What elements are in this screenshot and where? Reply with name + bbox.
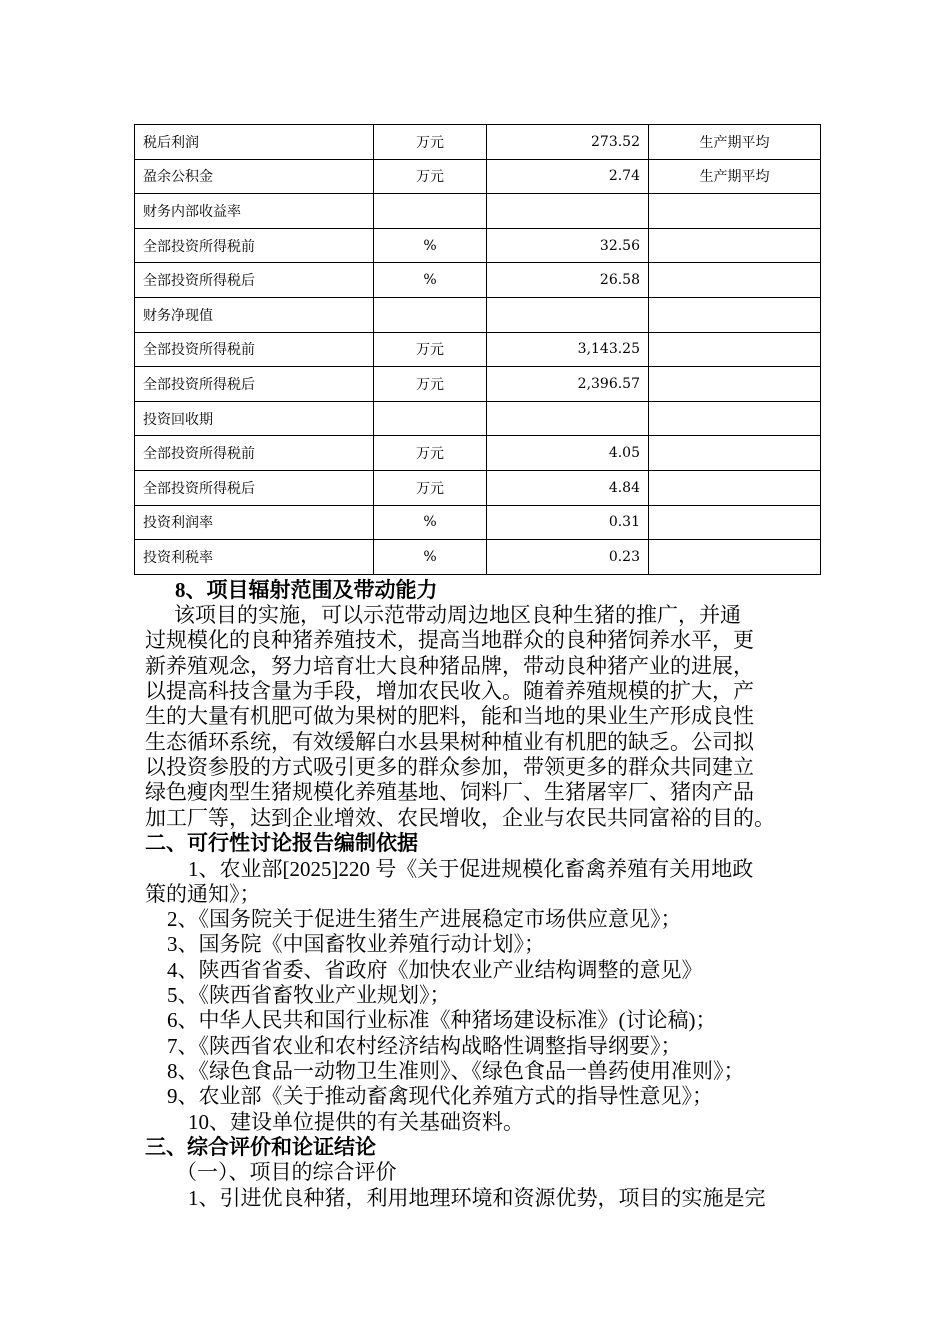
financial-indicator-table [134, 124, 821, 575]
note-cell: 生产期平均 [649, 159, 821, 194]
indicator-name-cell: 投资利税率 [135, 540, 374, 575]
value-cell [487, 297, 649, 332]
unit-cell: 万元 [374, 332, 487, 367]
note-cell [649, 540, 821, 575]
unit-cell [374, 401, 487, 436]
unit-cell [374, 194, 487, 229]
reference-item: 6、中华人民共和国行业标准《种猪场建设标准》(讨论稿)； [167, 1008, 717, 1032]
unit-cell [374, 297, 487, 332]
table-row [135, 194, 821, 229]
paragraph-line: 生态循环系统，有效缓解白水县果树种植业有机肥的缺乏。公司拟 [145, 730, 754, 754]
section-8-heading: 8、项目辐射范围及带动能力 [175, 578, 438, 602]
paragraph-line: 以投资参股的方式吸引更多的群众参加，带领更多的群众共同建立 [145, 755, 754, 779]
reference-item: 4、陕西省省委、省政府《加快农业产业结构调整的意见》 [167, 958, 703, 982]
indicator-name-cell: 财务内部收益率 [135, 194, 374, 229]
reference-item: 2、《国务院关于促进生猪生产进展稳定市场供应意见》； [167, 907, 682, 931]
paragraph-line: 加工厂等，达到企业增效、农民增收，企业与农民共同富裕的目的。 [145, 806, 775, 830]
table-row [135, 263, 821, 298]
reference-item: 7、《陕西省农业和农村经济结构战略性调整指导纲要》； [167, 1034, 682, 1058]
unit-cell: 万元 [374, 367, 487, 402]
section-3-heading: 三、综合评价和论证结论 [145, 1135, 376, 1159]
indicator-name-cell: 财务净现值 [135, 297, 374, 332]
table-row [135, 228, 821, 263]
reference-item: 1、农业部[2025]220 号《关于促进规模化畜禽养殖有关用地政 [188, 857, 754, 881]
note-cell [649, 505, 821, 540]
indicator-name-cell: 全部投资所得税前 [135, 436, 374, 471]
note-cell [649, 263, 821, 298]
indicator-name-cell: 全部投资所得税后 [135, 263, 374, 298]
reference-item: 5、《陕西省畜牧业产业规划》； [167, 983, 451, 1007]
note-cell [649, 194, 821, 229]
unit-cell: % [374, 263, 487, 298]
indicator-name-cell: 税后利润 [135, 125, 374, 160]
table-row [135, 367, 821, 402]
value-cell: 32.56 [487, 228, 649, 263]
value-cell [487, 194, 649, 229]
table-row [135, 332, 821, 367]
table-row [135, 505, 821, 540]
indicator-name-cell: 盈余公积金 [135, 159, 374, 194]
table-row [135, 401, 821, 436]
note-cell [649, 228, 821, 263]
table-row [135, 540, 821, 575]
value-cell: 4.84 [487, 470, 649, 505]
unit-cell: 万元 [374, 436, 487, 471]
value-cell: 3,143.25 [487, 332, 649, 367]
reference-item: 3、国务院《中国畜牧业养殖行动计划》； [167, 932, 545, 956]
table-row [135, 125, 821, 160]
unit-cell: % [374, 505, 487, 540]
unit-cell: % [374, 540, 487, 575]
paragraph-line: 1、引进优良种猪，利用地理环境和资源优势，项目的实施是完 [188, 1186, 766, 1210]
note-cell [649, 436, 821, 471]
note-cell [649, 332, 821, 367]
indicator-name-cell: 全部投资所得税后 [135, 470, 374, 505]
paragraph-line: 绿色瘦肉型生猪规模化养殖基地、饲料厂、生猪屠宰厂、猪肉产品 [145, 780, 754, 804]
reference-item: 10、建设单位提供的有关基础资料。 [188, 1110, 524, 1134]
paragraph-line: 该项目的实施，可以示范带动周边地区良种生猪的推广，并通 [174, 603, 741, 627]
note-cell [649, 297, 821, 332]
value-cell: 2.74 [487, 159, 649, 194]
unit-cell: 万元 [374, 159, 487, 194]
value-cell: 4.05 [487, 436, 649, 471]
paragraph-line: 以提高科技含量为手段，增加农民收入。随着养殖规模的扩大，产 [145, 679, 754, 703]
note-cell [649, 367, 821, 402]
value-cell: 26.58 [487, 263, 649, 298]
note-cell [649, 470, 821, 505]
value-cell: 0.23 [487, 540, 649, 575]
table-row [135, 297, 821, 332]
unit-cell: 万元 [374, 470, 487, 505]
paragraph-line: 过规模化的良种猪养殖技术，提高当地群众的良种猪饲养水平，更 [145, 628, 754, 652]
note-cell: 生产期平均 [649, 125, 821, 160]
value-cell: 2,396.57 [487, 367, 649, 402]
reference-item: 8、《绿色食品一动物卫生准则》、《绿色食品一兽药使用准则》； [167, 1059, 745, 1083]
value-cell: 0.31 [487, 505, 649, 540]
paragraph-line: 新养殖观念，努力培育壮大良种猪品牌，带动良种猪产业的进展， [145, 654, 754, 678]
value-cell [487, 401, 649, 436]
reference-item: 策的通知》； [145, 882, 261, 906]
table-row [135, 159, 821, 194]
paragraph-line: 生的大量有机肥可做为果树的肥料，能和当地的果业生产形成良性 [145, 704, 754, 728]
note-cell [649, 401, 821, 436]
indicator-name-cell: 全部投资所得税前 [135, 332, 374, 367]
section-2-heading: 二、可行性讨论报告编制依据 [145, 831, 418, 855]
indicator-name-cell: 投资利润率 [135, 505, 374, 540]
unit-cell: % [374, 228, 487, 263]
table-row [135, 436, 821, 471]
indicator-name-cell: 全部投资所得税后 [135, 367, 374, 402]
unit-cell: 万元 [374, 125, 487, 160]
subsection-heading: （一）、项目的综合评价 [176, 1160, 397, 1184]
reference-item: 9、农业部《关于推动畜禽现代化养殖方式的指导性意见》； [167, 1084, 713, 1108]
table-row [135, 470, 821, 505]
value-cell: 273.52 [487, 125, 649, 160]
indicator-name-cell: 投资回收期 [135, 401, 374, 436]
indicator-name-cell: 全部投资所得税前 [135, 228, 374, 263]
